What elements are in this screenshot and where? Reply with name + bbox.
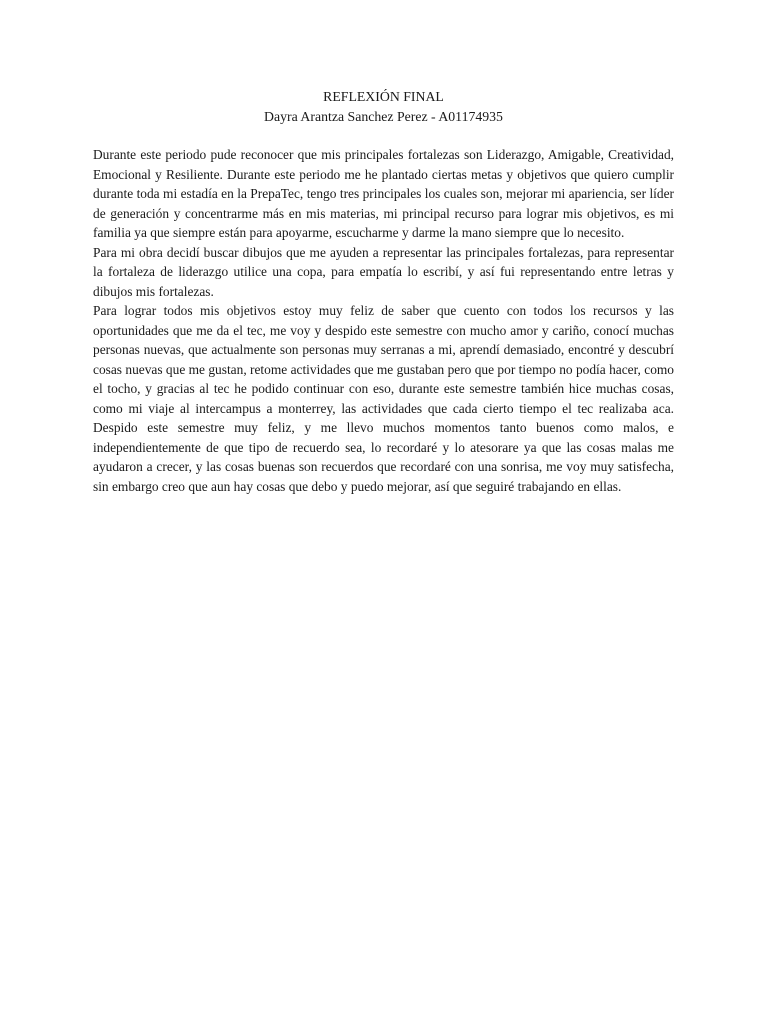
paragraph-1: Durante este periodo pude reconocer que mis principales fortalezas son Liderazgo, Amigable, Creatividad, Emocional y Resiliente. Durante este periodo me he plantado ciertas metas y objetivos que quiero cumplir durante toda mi estadía en la PrepaTec, tengo tres principales los cuales son, mejorar mi apariencia, ser líder de generación y concentrarme más en mis materias, mi principal recurso para lograr mis objetivos, es mi familia ya que siempre están para apoyarme, escucharme y darme la mano siempre que lo necesito.: [93, 147, 674, 240]
document-title: REFLEXIÓN FINAL: [323, 89, 444, 104]
paragraph-2: Para mi obra decidí buscar dibujos que me ayuden a representar las principales fortalezas, para representar la fortaleza de liderazgo utilice una copa, para empatía lo escribí, y así fui representando entre letras y dibujos mis fortalezas.: [93, 244, 674, 299]
author-line: Dayra Arantza Sanchez Perez - A01174935: [264, 108, 503, 124]
paragraph-3: Para lograr todos mis objetivos estoy muy feliz de saber que cuento con todos los recursos y las oportunidades que me da el tec, me voy y despido este semestre con mucho amor y cariño, conocí muchas personas nuevas, que actualmente son personas muy serranas a mi, aprendí demasiado, encontré y descubrí cosas nuevas que me gustan, retome actividades que me gustaban pero que por tiempo no podía hacer, como el tocho, y gracias al tec he podido continuar con eso, durante este semestre también hice muchas cosas, como mi viaje al intercampus a monterrey, las actividades que cada cierto tiempo el tec realizaba aca. Despido este semestre muy feliz, y me llevo muchos momentos tanto buenos como malos, e independientemente de que tipo de recuerdo sea, lo recordaré y lo atesorare ya que las cosas malas me ayudaron a crecer, y las cosas buenas son recuerdos que recordaré con una sonrisa, me voy muy satisfecha, sin embargo creo que aun hay cosas que debo y puedo mejorar, así que seguiré trabajando en ellas.: [93, 303, 674, 494]
document-body: [93, 87, 674, 496]
